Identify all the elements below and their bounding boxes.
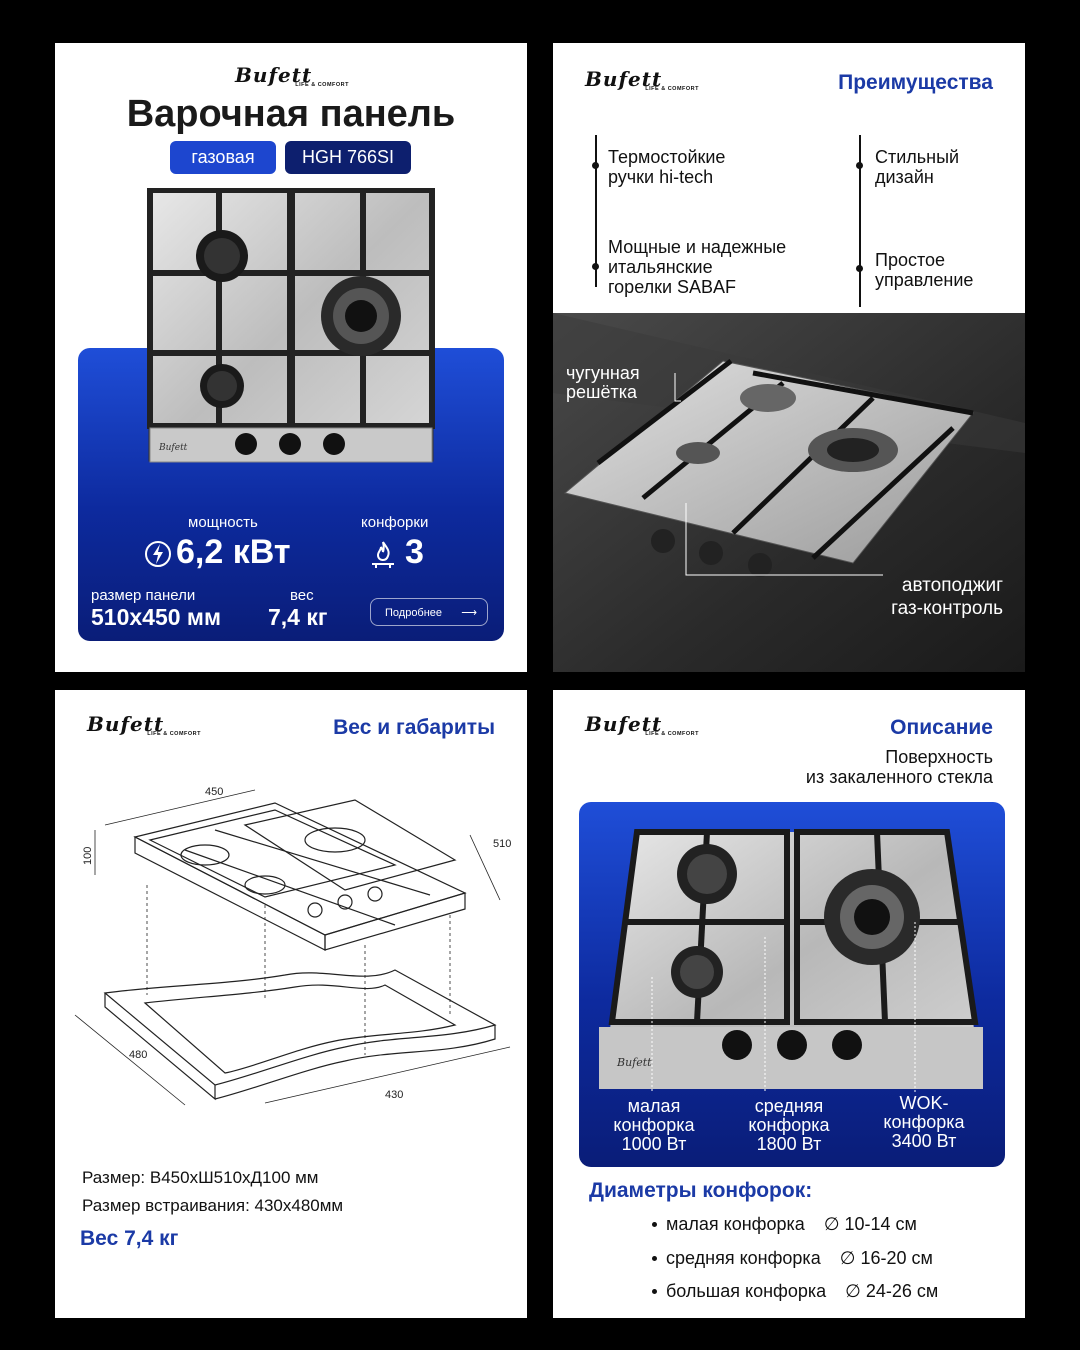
burner-line: 3400 Вт xyxy=(891,1131,957,1151)
bullet-dot xyxy=(592,162,599,169)
dim-480: 480 xyxy=(129,1049,148,1061)
advantage-line: горелки SABAF xyxy=(608,277,737,297)
more-button[interactable] xyxy=(370,598,488,626)
arrow-right-icon: ⟶ xyxy=(461,607,477,619)
bullet-dot xyxy=(856,162,863,169)
burner-line: средняя xyxy=(754,1096,824,1116)
label-grate xyxy=(566,364,640,402)
bullet-line-right xyxy=(859,135,861,307)
size-line: Размер: В450хШ510хД100 мм xyxy=(82,1168,319,1187)
advantage-line: дизайн xyxy=(875,167,934,187)
advantage-line: Термостойкие xyxy=(608,147,726,167)
burner-line: конфорка xyxy=(883,1112,965,1132)
subtitle-line: Поверхность xyxy=(885,747,993,767)
surface-subtitle xyxy=(806,747,993,787)
embed-line: Размер встраивания: 430х480мм xyxy=(82,1196,344,1215)
tag-type: газовая xyxy=(170,141,276,174)
weight-value: 7,4 кг xyxy=(268,604,328,630)
brand-logo xyxy=(87,712,201,740)
label-medium-burner xyxy=(739,1097,839,1154)
card-dimensions xyxy=(55,690,527,1318)
hob-top-image xyxy=(597,812,987,1092)
burner-line: конфорка xyxy=(748,1115,830,1135)
diameters-title: Диаметры конфорок: xyxy=(589,1179,813,1202)
advantage-handles xyxy=(608,147,725,187)
label-line: решётка xyxy=(566,382,637,402)
card-product-overview xyxy=(55,43,527,672)
diam-value: 10-14 см xyxy=(844,1214,917,1234)
hob-brand-mark: Bufett xyxy=(617,1056,652,1069)
diam-label: средняя конфорка xyxy=(666,1248,821,1268)
brand-logo xyxy=(585,67,699,95)
bullet-dot xyxy=(652,1256,657,1261)
hob-brand-mark: Bufett xyxy=(159,443,188,453)
power-caption: мощность xyxy=(188,514,258,531)
diam-label: большая конфорка xyxy=(666,1281,827,1301)
brand-name: Bufett xyxy=(585,67,663,91)
burners-panel xyxy=(579,802,1005,1167)
description-heading: Описание xyxy=(890,716,993,739)
bullet-dot xyxy=(592,263,599,270)
size-value: 510х450 мм xyxy=(91,604,221,630)
advantage-line: Мощные и надежные xyxy=(608,237,787,257)
card-description xyxy=(553,690,1025,1318)
weight-caption: вес xyxy=(290,587,314,604)
advantage-line: Простое xyxy=(875,250,946,270)
burner-line: WOK- xyxy=(899,1093,949,1113)
size-caption: размер панели xyxy=(91,587,196,604)
brand-tagline: LIFE & COMFORT xyxy=(645,731,699,737)
advantage-line: итальянские xyxy=(608,257,713,277)
brand-name: Bufett xyxy=(235,63,313,87)
tag-model: HGH 766SI xyxy=(285,141,411,174)
burner-line: 1800 Вт xyxy=(756,1134,822,1154)
burner-line: 1000 Вт xyxy=(621,1134,687,1154)
technical-drawing xyxy=(65,785,525,1115)
burners-value: 3 xyxy=(405,533,424,571)
more-button-label: Подробнее xyxy=(385,607,443,619)
brand-tagline: LIFE & COMFORT xyxy=(295,82,349,88)
diam-row-small xyxy=(666,1214,917,1235)
brand-name: Bufett xyxy=(87,712,165,736)
flame-icon xyxy=(368,538,398,570)
brand-logo xyxy=(235,63,349,91)
advantage-control xyxy=(875,250,973,290)
advantage-line: ручки hi-tech xyxy=(608,167,714,187)
advantage-design xyxy=(875,147,959,187)
brand-logo xyxy=(585,712,699,740)
label-line: чугунная xyxy=(566,363,640,383)
burner-line: конфорка xyxy=(613,1115,695,1135)
advantages-heading: Преимущества xyxy=(838,71,993,94)
label-wok-burner xyxy=(874,1094,974,1151)
diam-value: 16-20 см xyxy=(860,1248,933,1268)
dim-430: 430 xyxy=(385,1089,404,1101)
weight-line: Вес 7,4 кг xyxy=(80,1227,179,1250)
brand-tagline: LIFE & COMFORT xyxy=(645,86,699,92)
burner-line: малая xyxy=(627,1096,681,1116)
product-title: Варочная панель xyxy=(126,93,456,135)
diam-row-medium xyxy=(666,1248,933,1269)
label-gascontrol: газ-контроль xyxy=(891,598,1003,619)
label-small-burner xyxy=(609,1097,699,1154)
bullet-dot xyxy=(652,1222,657,1227)
dim-450: 450 xyxy=(205,786,224,798)
diameter-icon: ∅ xyxy=(839,1248,856,1268)
diam-value: 24-26 см xyxy=(865,1281,939,1301)
brand-tagline: LIFE & COMFORT xyxy=(147,731,201,737)
label-ignition: автоподжиг xyxy=(901,575,1003,596)
diam-row-large xyxy=(666,1281,938,1302)
dim-100: 100 xyxy=(82,846,94,865)
lightning-icon xyxy=(144,538,172,570)
power-value: 6,2 кВт xyxy=(176,533,291,571)
burners-caption: конфорки xyxy=(361,514,429,531)
dimensions-heading: Вес и габариты xyxy=(333,716,495,739)
bullet-dot xyxy=(856,265,863,272)
subtitle-line: из закаленного стекла xyxy=(805,767,993,787)
diameter-icon: ∅ xyxy=(823,1214,840,1234)
hob-image xyxy=(147,188,435,508)
bullet-dot xyxy=(652,1289,657,1294)
advantage-line: Стильный xyxy=(875,147,960,167)
diameter-icon: ∅ xyxy=(845,1281,861,1301)
diam-label: малая конфорка xyxy=(666,1214,805,1234)
brand-name: Bufett xyxy=(585,712,663,736)
card-advantages xyxy=(553,43,1025,672)
advantage-line: управление xyxy=(875,270,974,290)
dim-510: 510 xyxy=(493,838,512,850)
advantage-burners xyxy=(608,237,786,297)
